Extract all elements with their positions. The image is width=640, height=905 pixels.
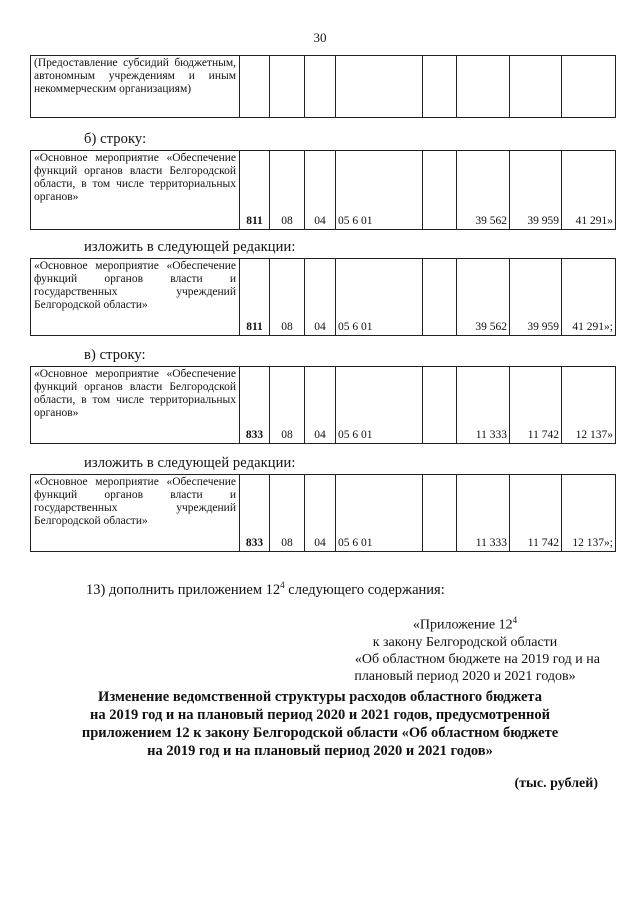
target-code: 05 6 01 bbox=[336, 367, 423, 444]
section-code: 08 bbox=[270, 151, 305, 230]
section-code: 08 bbox=[270, 475, 305, 552]
amount-2019: 11 333 bbox=[457, 367, 510, 444]
item-13-superscript: 4 bbox=[280, 580, 285, 590]
subsection-code: 04 bbox=[305, 475, 336, 552]
item-13-text bbox=[86, 580, 445, 599]
budget-table-b-old bbox=[30, 150, 616, 230]
amount-2021: 12 137»; bbox=[562, 475, 616, 552]
amount-2020: 11 742 bbox=[510, 367, 562, 444]
amount-2019: 39 562 bbox=[457, 151, 510, 230]
expense-type bbox=[423, 151, 457, 230]
expense-type bbox=[423, 475, 457, 552]
amount-2019: 39 562 bbox=[457, 259, 510, 336]
table-row bbox=[31, 475, 616, 552]
amount-2020: 11 742 bbox=[510, 475, 562, 552]
row-description: «Основное мероприятие «Обеспечение функций органов власти Белгородской области, в том числе территориальных органов» bbox=[31, 151, 240, 230]
row-description: «Основное мероприятие «Обеспечение функций органов власти и государственных учреждений Белгородской области» bbox=[31, 475, 240, 552]
row-description: «Основное мероприятие «Обеспечение функций органов власти и государственных учреждений Белгородской области» bbox=[31, 259, 240, 336]
annex-header bbox=[330, 612, 600, 685]
subsection-code: 04 bbox=[305, 151, 336, 230]
document-heading bbox=[30, 688, 610, 760]
replace-label: изложить в следующей редакции: bbox=[84, 455, 296, 471]
heading-line-4: на 2019 год и на плановый период 2020 и 2021 годов» bbox=[147, 743, 493, 759]
item-13-before: 13) дополнить приложением 12 bbox=[86, 581, 281, 598]
target-code: 05 6 01 bbox=[336, 151, 423, 230]
amount-2021: 41 291»; bbox=[562, 259, 616, 336]
heading-line-2: на 2019 год и на плановый период 2020 и 2021 годов, предусмотренной bbox=[90, 707, 550, 723]
heading-line-3: приложением 12 к закону Белгородской области «Об областном бюджете bbox=[81, 725, 559, 741]
annex-line-1: «Приложение 12 bbox=[412, 617, 513, 633]
amount-2021: 12 137» bbox=[562, 367, 616, 444]
units-label: (тыс. рублей) bbox=[514, 776, 598, 791]
expense-type bbox=[423, 259, 457, 336]
target-code: 05 6 01 bbox=[336, 475, 423, 552]
annex-line-3: «Об областном бюджете на 2019 год и на bbox=[354, 651, 600, 667]
ministry-code: 833 bbox=[240, 367, 270, 444]
table-row bbox=[31, 367, 616, 444]
replace-label: изложить в следующей редакции: bbox=[84, 239, 296, 255]
annex-superscript: 4 bbox=[512, 615, 518, 625]
ministry-code: 833 bbox=[240, 475, 270, 552]
budget-table-v-new bbox=[30, 474, 616, 552]
page-number: 30 bbox=[313, 30, 327, 45]
ministry-code: 811 bbox=[240, 151, 270, 230]
annex-line-4: плановый период 2020 и 2021 годов» bbox=[354, 668, 576, 684]
budget-table-v-old bbox=[30, 366, 616, 444]
table-row bbox=[31, 151, 616, 230]
expense-type bbox=[423, 367, 457, 444]
budget-table-b-new bbox=[30, 258, 616, 336]
row-description: «Основное мероприятие «Обеспечение функций органов власти Белгородской области, в том числе территориальных органов» bbox=[31, 367, 240, 444]
amount-2019: 11 333 bbox=[457, 475, 510, 552]
amount-2020: 39 959 bbox=[510, 259, 562, 336]
section-code: 08 bbox=[270, 259, 305, 336]
heading-line-1: Изменение ведомственной структуры расходов областного бюджета bbox=[98, 689, 542, 705]
amount-2020: 39 959 bbox=[510, 151, 562, 230]
fragment-table bbox=[30, 55, 616, 118]
annex-line-2: к закону Белгородской области bbox=[372, 634, 558, 650]
amount-2021: 41 291» bbox=[562, 151, 616, 230]
section-b-label: б) строку: bbox=[84, 131, 147, 147]
item-13-after: следующего содержания: bbox=[284, 581, 445, 598]
target-code: 05 6 01 bbox=[336, 259, 423, 336]
subsection-code: 04 bbox=[305, 367, 336, 444]
subsection-code: 04 bbox=[305, 259, 336, 336]
section-v-label: в) строку: bbox=[84, 347, 146, 363]
fragment-description: (Предоставление субсидий бюджетным, автономным учреждениям и иным некоммерческим организациям) bbox=[31, 56, 240, 118]
table-row bbox=[31, 259, 616, 336]
section-code: 08 bbox=[270, 367, 305, 444]
ministry-code: 811 bbox=[240, 259, 270, 336]
